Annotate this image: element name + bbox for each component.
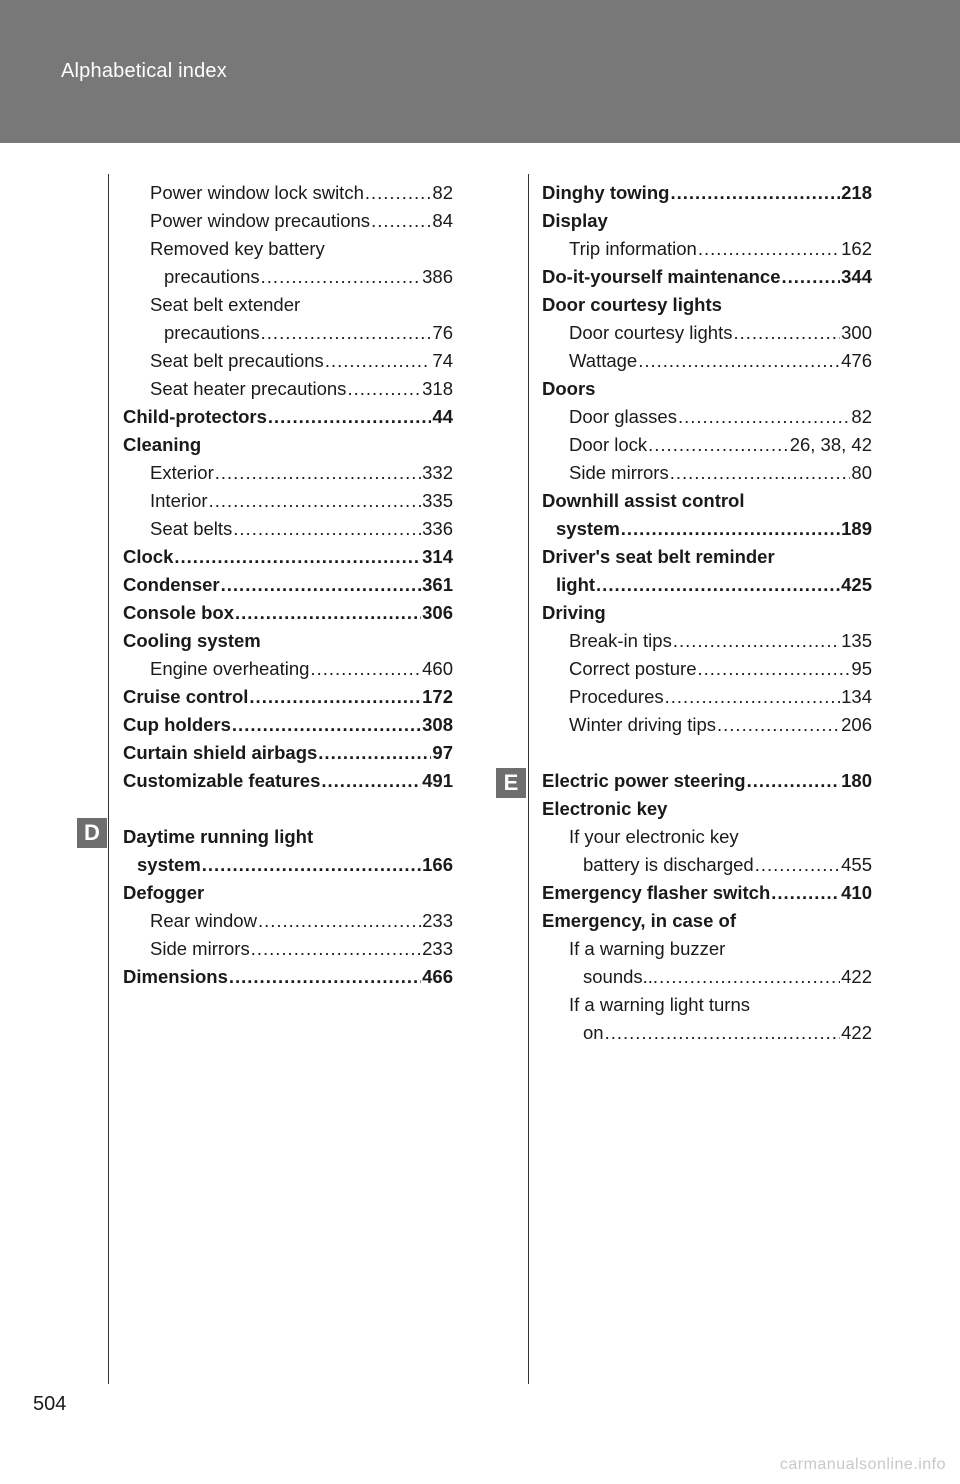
index-entry-page: 233 <box>422 910 453 931</box>
index-entry <box>123 683 453 711</box>
index-entry-text: Emergency, in case of <box>542 910 736 931</box>
index-entry-text: Side mirrors <box>569 462 669 483</box>
index-entry-text: Correct posture <box>569 658 697 679</box>
right-column-rule <box>528 174 529 1384</box>
index-entry-page: 422 <box>841 966 872 987</box>
index-entry-text: Child-protectors <box>123 406 267 427</box>
dot-leader <box>365 179 432 207</box>
index-entry <box>542 319 872 347</box>
index-entry-page: 218 <box>841 182 872 203</box>
index-entry-text: Driving <box>542 602 606 623</box>
index-entry-text: precautions <box>164 322 260 343</box>
index-entry-text: Condenser <box>123 574 220 595</box>
dot-leader <box>678 403 850 431</box>
index-entry-page: 134 <box>841 686 872 707</box>
index-entry <box>542 879 872 907</box>
index-entry-text: on <box>583 1022 604 1043</box>
index-entry <box>542 823 872 851</box>
index-entry-text: Exterior <box>150 462 214 483</box>
index-entry-text: Power window lock switch <box>150 182 364 203</box>
index-entry-text: Cooling system <box>123 630 261 651</box>
index-entry <box>542 963 872 991</box>
index-entry <box>542 683 872 711</box>
index-entry-text: Seat belt extender <box>150 294 301 315</box>
section-tab-d: D <box>77 818 107 848</box>
index-entry-page: 476 <box>841 350 872 371</box>
index-entry-text: Emergency flasher switch <box>542 882 771 903</box>
index-entry-text: Dimensions <box>123 966 228 987</box>
dot-leader <box>347 375 421 403</box>
dot-leader <box>771 879 840 907</box>
index-entry-page: 166 <box>422 854 453 875</box>
index-entry-page: 97 <box>432 742 453 763</box>
index-entry-text: precautions <box>164 266 260 287</box>
dot-leader <box>665 683 841 711</box>
index-entry-page: 135 <box>841 630 872 651</box>
index-entry <box>123 655 453 683</box>
index-entry <box>123 319 453 347</box>
dot-leader <box>318 739 431 767</box>
index-entry-text: battery is discharged <box>583 854 754 875</box>
dot-leader <box>232 711 421 739</box>
index-entry-page: 335 <box>422 490 453 511</box>
index-entry-text: Electronic key <box>542 798 668 819</box>
index-entry-text: Cleaning <box>123 434 202 455</box>
index-entry-text: Power window precautions <box>150 210 371 231</box>
index-entry <box>123 627 453 655</box>
index-entry-text: Defogger <box>123 882 205 903</box>
index-entry-page: 460 <box>422 658 453 679</box>
index-entry-page: 84 <box>432 210 453 231</box>
dot-leader <box>670 179 840 207</box>
index-entry <box>123 487 453 515</box>
index-entry <box>123 823 453 851</box>
index-entry <box>123 739 453 767</box>
index-entry <box>123 375 453 403</box>
index-entry <box>542 767 872 795</box>
index-entry <box>542 375 872 403</box>
index-entry <box>542 739 872 767</box>
index-entry <box>542 207 872 235</box>
index-entry-page: 82 <box>851 406 872 427</box>
dot-leader <box>235 599 421 627</box>
dot-leader <box>249 683 421 711</box>
index-entry <box>123 459 453 487</box>
index-entry-page: 74 <box>432 350 453 371</box>
index-entry-page: 425 <box>841 574 872 595</box>
header-title: Alphabetical index <box>61 60 227 82</box>
dot-leader <box>251 935 421 963</box>
dot-leader <box>221 571 421 599</box>
index-entry <box>123 403 453 431</box>
index-entry-text: Door lock <box>569 434 648 455</box>
dot-leader <box>321 767 421 795</box>
dot-leader <box>233 515 421 543</box>
index-entry-text: Console box <box>123 602 235 623</box>
index-entry <box>542 907 872 935</box>
index-entry-page: 318 <box>422 378 453 399</box>
index-entry-page: 206 <box>841 714 872 735</box>
index-entry <box>542 935 872 963</box>
index-entry <box>542 515 872 543</box>
dot-leader <box>310 655 421 683</box>
index-entry-text: Engine overheating <box>150 658 310 679</box>
index-entry-text: Cup holders <box>123 714 231 735</box>
index-entry-page: 306 <box>422 602 453 623</box>
index-entry-page: 361 <box>422 574 453 595</box>
index-entry-page: 332 <box>422 462 453 483</box>
index-entry-text: Seat belt precautions <box>150 350 324 371</box>
dot-leader <box>229 963 421 991</box>
dot-leader <box>261 319 432 347</box>
index-entry-text: Wattage <box>569 350 638 371</box>
dot-leader <box>673 627 840 655</box>
dot-leader <box>782 263 841 291</box>
index-entry-text: Clock <box>123 546 174 567</box>
index-entry-text: Doors <box>542 378 596 399</box>
index-entry-text: Customizable features <box>123 770 321 791</box>
index-entry-page: 233 <box>422 938 453 959</box>
index-entry <box>123 963 453 991</box>
index-entry <box>542 179 872 207</box>
index-entry-page: 95 <box>851 658 872 679</box>
dot-leader <box>258 907 421 935</box>
index-entry <box>542 571 872 599</box>
index-entry-page: 491 <box>422 770 453 791</box>
index-entry <box>542 655 872 683</box>
index-entry-text: Electric power steering <box>542 770 746 791</box>
index-entry <box>123 711 453 739</box>
watermark: carmanualsonline.info <box>779 1456 946 1473</box>
index-entry <box>542 627 872 655</box>
index-entry-page: 180 <box>841 770 872 791</box>
index-entry-page: 410 <box>841 882 872 903</box>
index-entry-text: Rear window <box>150 910 257 931</box>
index-entry-page: 336 <box>422 518 453 539</box>
index-entry-text: Door glasses <box>569 406 677 427</box>
index-entry-text: system <box>137 854 201 875</box>
index-column-left <box>123 179 453 991</box>
index-entry <box>542 991 872 1019</box>
dot-leader <box>698 655 851 683</box>
dot-leader <box>670 459 851 487</box>
index-entry <box>123 907 453 935</box>
dot-leader <box>209 487 422 515</box>
dot-leader <box>261 263 421 291</box>
index-entry-page: 300 <box>841 322 872 343</box>
index-entry <box>123 431 453 459</box>
index-entry-page: 82 <box>432 182 453 203</box>
index-entry <box>542 263 872 291</box>
index-entry <box>542 431 872 459</box>
index-entry-page: 308 <box>422 714 453 735</box>
index-entry <box>542 347 872 375</box>
index-entry-page: 76 <box>432 322 453 343</box>
page-number: 504 <box>33 1393 67 1415</box>
index-entry <box>123 851 453 879</box>
index-entry <box>542 795 872 823</box>
index-entry-page: 44 <box>432 406 453 427</box>
index-entry-text: light <box>556 574 596 595</box>
index-entry-text: Curtain shield airbags <box>123 742 318 763</box>
index-entry <box>542 851 872 879</box>
index-entry-text: Removed key battery <box>150 238 325 259</box>
index-entry-text: Seat heater precautions <box>150 378 347 399</box>
index-entry <box>123 599 453 627</box>
index-entry-page: 386 <box>422 266 453 287</box>
index-entry-text: Display <box>542 210 608 231</box>
index-entry-page: 344 <box>841 266 872 287</box>
index-entry-page: 189 <box>841 518 872 539</box>
index-entry-text: Door courtesy lights <box>569 322 733 343</box>
index-entry-page: 455 <box>841 854 872 875</box>
index-entry <box>123 291 453 319</box>
dot-leader <box>215 459 421 487</box>
dot-leader <box>325 347 432 375</box>
index-entry-text: Cruise control <box>123 686 249 707</box>
index-entry-text: Driver's seat belt reminder <box>542 546 775 567</box>
dot-leader <box>747 767 841 795</box>
index-entry-text: sounds... <box>583 966 659 987</box>
index-entry-page: 26, 38, 42 <box>789 434 872 455</box>
index-entry <box>542 487 872 515</box>
index-entry <box>542 403 872 431</box>
dot-leader <box>698 235 840 263</box>
index-entry-page: 172 <box>422 686 453 707</box>
index-entry <box>123 795 453 823</box>
index-entry <box>123 935 453 963</box>
dot-leader <box>621 515 840 543</box>
index-entry-text: If a warning light turns <box>569 994 750 1015</box>
index-entry <box>123 207 453 235</box>
index-entry <box>542 543 872 571</box>
left-column-rule <box>108 174 109 1384</box>
index-entry-text: If a warning buzzer <box>569 938 726 959</box>
index-entry-text: system <box>556 518 620 539</box>
dot-leader <box>371 207 431 235</box>
dot-leader <box>755 851 840 879</box>
index-column-right <box>542 179 872 1047</box>
index-entry-text: Winter driving tips <box>569 714 717 735</box>
index-entry <box>123 347 453 375</box>
index-entry-text: If your electronic key <box>569 826 739 847</box>
index-entry <box>123 235 453 263</box>
index-entry-page: 466 <box>422 966 453 987</box>
index-entry <box>542 291 872 319</box>
dot-leader <box>596 571 840 599</box>
index-entry-text: Daytime running light <box>123 826 314 847</box>
index-entry <box>123 571 453 599</box>
dot-leader <box>174 543 421 571</box>
index-entry-page: 162 <box>841 238 872 259</box>
index-entry <box>542 711 872 739</box>
dot-leader <box>638 347 840 375</box>
index-entry <box>123 263 453 291</box>
dot-leader <box>733 319 840 347</box>
index-entry <box>542 459 872 487</box>
index-entry <box>542 235 872 263</box>
index-entry-text: Interior <box>150 490 208 511</box>
index-entry-text: Dinghy towing <box>542 182 670 203</box>
index-entry-text: Door courtesy lights <box>542 294 722 315</box>
index-entry-page: 80 <box>851 462 872 483</box>
section-tab-e: E <box>496 768 526 798</box>
index-entry-text: Downhill assist control <box>542 490 745 511</box>
index-entry <box>542 599 872 627</box>
index-entry-text: Break-in tips <box>569 630 672 651</box>
index-entry <box>123 543 453 571</box>
index-entry-text: Procedures <box>569 686 664 707</box>
index-entry-text: Trip information <box>569 238 697 259</box>
dot-leader <box>648 431 789 459</box>
dot-leader <box>717 711 840 739</box>
dot-leader <box>202 851 421 879</box>
page-header <box>0 0 960 143</box>
dot-leader <box>605 1019 841 1047</box>
index-entry <box>123 879 453 907</box>
dot-leader <box>659 963 840 991</box>
index-entry <box>123 179 453 207</box>
index-entry <box>123 767 453 795</box>
dot-leader <box>268 403 432 431</box>
index-entry-text: Seat belts <box>150 518 233 539</box>
index-entry <box>542 1019 872 1047</box>
index-entry-text: Side mirrors <box>150 938 250 959</box>
index-entry-page: 314 <box>422 546 453 567</box>
index-entry-page: 422 <box>841 1022 872 1043</box>
index-entry <box>123 515 453 543</box>
index-entry-text: Do-it-yourself maintenance <box>542 266 781 287</box>
